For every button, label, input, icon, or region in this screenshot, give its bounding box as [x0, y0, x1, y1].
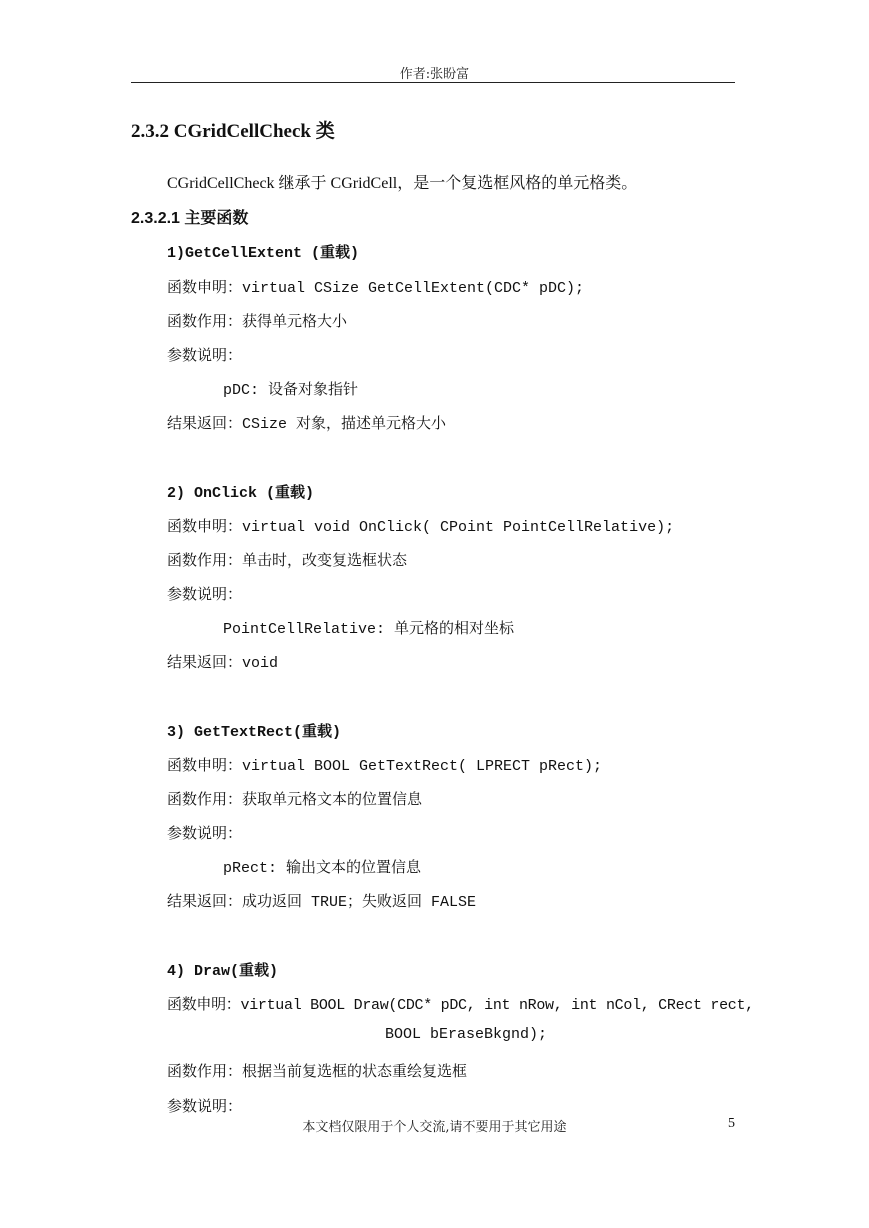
function-purpose: 函数作用：单击时，改变复选框状态	[167, 553, 408, 570]
intro-paragraph: CGridCellCheck 继承于 CGridCell，是一个复选框风格的单元格类。	[167, 175, 638, 192]
function-declaration-continued: BOOL bEraseBkgnd);	[385, 1026, 548, 1043]
function-title-getcellextent: 1)GetCellExtent (重载)	[167, 245, 360, 262]
function-param: pDC: 设备对象指针	[223, 382, 359, 399]
function-returns: 结果返回：CSize 对象，描述单元格大小	[167, 416, 447, 433]
function-purpose: 函数作用：根据当前复选框的状态重绘复选框	[167, 1064, 468, 1081]
function-title-gettextrect: 3) GetTextRect(重载)	[167, 724, 342, 741]
page-footer-note: 本文档仅限用于个人交流,请不要用于其它用途	[302, 1120, 567, 1135]
function-title-draw: 4) Draw(重载)	[167, 963, 279, 980]
function-declaration: 函数申明：virtual void OnClick( CPoint PointCellRelative);	[167, 519, 675, 536]
function-returns: 结果返回：成功返回 TRUE；失败返回 FALSE	[167, 894, 477, 911]
subsection-title: 2.3.2.1 主要函数	[131, 210, 249, 227]
function-purpose: 函数作用：获得单元格大小	[167, 314, 348, 331]
function-param: PointCellRelative: 单元格的相对坐标	[223, 621, 515, 638]
function-params-label: 参数说明：	[167, 587, 243, 604]
function-params-label: 参数说明：	[167, 1099, 243, 1116]
function-param: pRect: 输出文本的位置信息	[223, 860, 422, 877]
header-divider	[131, 82, 735, 83]
function-declaration: 函数申明：virtual CSize GetCellExtent(CDC* pDC);	[167, 280, 585, 297]
page-header-author: 作者:张盼富	[399, 67, 470, 82]
function-returns: 结果返回：void	[167, 655, 279, 672]
page-number: 5	[728, 1116, 735, 1131]
function-params-label: 参数说明：	[167, 348, 243, 365]
function-params-label: 参数说明：	[167, 826, 243, 843]
function-purpose: 函数作用：获取单元格文本的位置信息	[167, 792, 423, 809]
function-title-onclick: 2) OnClick (重载)	[167, 485, 315, 502]
function-declaration: 函数申明：virtual BOOL Draw(CDC* pDC, int nRow, int nCol, CRect rect,	[167, 997, 754, 1014]
function-declaration: 函数申明：virtual BOOL GetTextRect( LPRECT pRect);	[167, 758, 603, 775]
section-title: 2.3.2 CGridCellCheck 类	[131, 121, 335, 142]
